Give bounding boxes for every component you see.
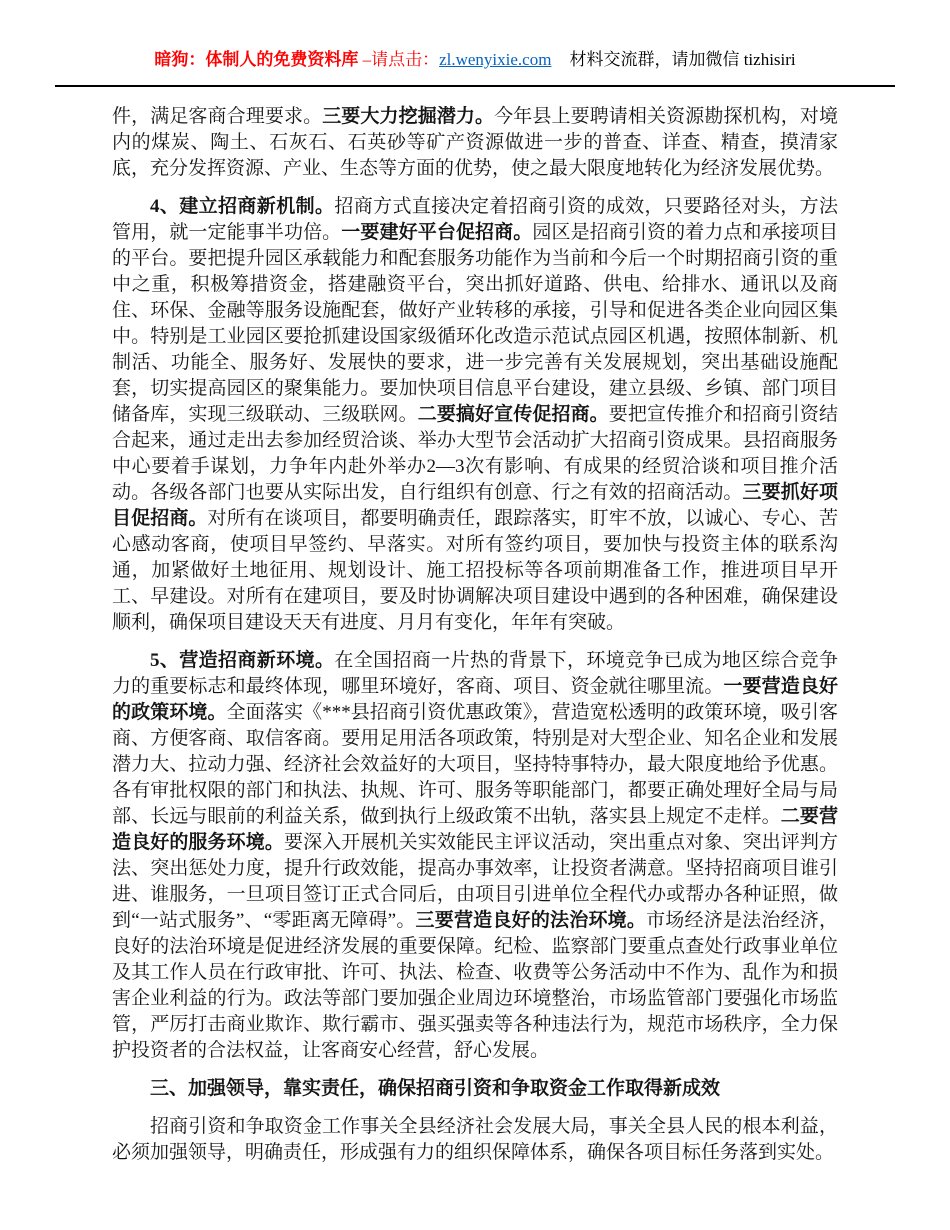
text-run: 三要营造良好的法治环境。 <box>415 910 647 931</box>
text-run: 一要建好平台促招商。 <box>341 222 533 243</box>
document-body <box>112 104 838 1166</box>
text-run: 二要营造良好的服务环境。 <box>112 806 838 853</box>
paragraph-continuation <box>112 104 838 182</box>
text-run: 要深入开展机关实效能民主评议活动，突出重点对象、突出评判方法、突出惩处力度，提升行政效能，提高办事效率，让投资者满意。坚持招商项目谁引进、谁服务，一旦项目签订正式合同后，由项目引进单位全程代办或帮办各种证照，做到“一站式服务”、“零距离无障碍”。 <box>112 832 838 931</box>
text-run: 全面落实《***县招商引资优惠政策》，营造宽松透明的政策环境，吸引客商、方便客商、取信客商。要用足用活各项政策，特别是对大型企业、知名企业和发展潜力大、拉动力强、经济社会效益好的大项目，坚持特事特办，最大限度地给予优惠。各有审批权限的部门和执法、执规、许可、服务等职能部门，都要正确处理好全局与局部、长远与眼前的利益关系，做到执行上级政策不出轨，落实县上规定不走样。 <box>112 702 838 827</box>
text-run: 三要大力挖掘潜力。 <box>322 106 495 127</box>
promo-link[interactable]: zl.wenyixie.com <box>439 50 552 69</box>
promo-brand-text: 暗狗：体制人的免费资料库 <box>154 50 359 69</box>
promo-click-hint: –请点击： <box>358 50 440 69</box>
text-run: 要把宣传推介和招商引资结合起来，通过走出去参加经贸洽谈、举办大型节会活动扩大招商引资成果。县招商服务中心要着手谋划，力争年内赴外举办2—3次有影响、有成果的经贸洽谈和项目推介活动。各级各部门也要从实际出发，自行组织有创意、行之有效的招商活动。 <box>112 404 838 503</box>
text-run: 二要搞好宣传促招商。 <box>417 404 609 425</box>
text-run: 招商方式直接决定着招商引资的成效，只要路径对头，方法管用，就一定能事半功倍。 <box>112 196 838 243</box>
text-run: 园区是招商引资的着力点和承接项目的平台。要把提升园区承载能力和配套服务功能作为当前和今后一个时期招商引资的重中之重，积极筹措资金，搭建融资平台，突出抓好道路、供电、给排水、通讯以及商住、环保、金融等服务设施配套，做好产业转移的承接，引导和促进各类企业向园区集中。特别是工业园区要抢抓建设国家级循环化改造示范试点园区机遇，按照体制新、机制活、功能全、服务好、发展快的要求，进一步完善有关发展规划，突出基础设施配套，切实提高园区的聚集能力。要加快项目信息平台建设，建立县级、乡镇、部门项目储备库，实现三级联动、三级联网。 <box>112 222 838 425</box>
text-run: 件，满足客商合理要求。 <box>112 106 323 127</box>
promo-header <box>0 0 950 72</box>
paragraph-new-environment <box>112 648 838 1064</box>
promo-contact-text: 材料交流群，请加微信 tizhisiri <box>569 50 796 69</box>
header-divider <box>55 85 895 87</box>
text-run: 三要抓好项目促招商。 <box>112 482 838 529</box>
section-heading <box>112 1076 838 1102</box>
text-run: 5、营造招商新环境。 <box>150 650 335 671</box>
paragraph-new-mechanism <box>112 194 838 636</box>
text-run: 市场经济是法治经济，良好的法治环境是促进经济发展的重要保障。纪检、监察部门要重点查处行政事业单位及其工作人员在行政审批、许可、执法、检查、收费等公务活动中不作为、乱作为和损害企业利益的行为。政法等部门要加强企业周边环境整治，市场监管部门要强化市场监管，严厉打击商业欺诈、欺行霸市、强买强卖等各种违法行为，规范市场秩序，全力保护投资者的合法权益，让客商安心经营，舒心发展。 <box>112 910 838 1061</box>
text-run: 4、建立招商新机制。 <box>150 196 335 217</box>
text-run: 对所有在谈项目，都要明确责任，跟踪落实，盯牢不放，以诚心、专心、苦心感动客商，使项目早签约、早落实。对所有签约项目，要加快与投资主体的联系沟通，加紧做好土地征用、规划设计、施工招投标等各项前期准备工作，推进项目早开工、早建设。对所有在建项目，要及时协调解决项目建设中遇到的各种困难，确保建设顺利，确保项目建设天天有进度、月月有变化，年年有突破。 <box>112 508 838 633</box>
text-run: 在全国招商一片热的背景下，环境竞争已成为地区综合竞争力的重要标志和最终体现，哪里环境好，客商、项目、资金就往哪里流。 <box>112 650 838 697</box>
text-run: 招商引资和争取资金工作事关全县经济社会发展大局，事关全县人民的根本利益，必须加强领导，明确责任，形成强有力的组织保障体系，确保各项目标任务落到实处。 <box>112 1116 838 1163</box>
text-run: 三、加强领导，靠实责任，确保招商引资和争取资金工作取得新成效 <box>150 1078 721 1099</box>
text-run: 一要营造良好的政策环境。 <box>112 676 838 723</box>
text-run: 今年县上要聘请相关资源勘探机构，对境内的煤炭、陶土、石灰石、石英砂等矿产资源做进一步的普查、详查、精查，摸清家底，充分发挥资源、产业、生态等方面的优势，使之最大限度地转化为经济发展优势。 <box>112 106 838 179</box>
paragraph-closing <box>112 1114 838 1166</box>
